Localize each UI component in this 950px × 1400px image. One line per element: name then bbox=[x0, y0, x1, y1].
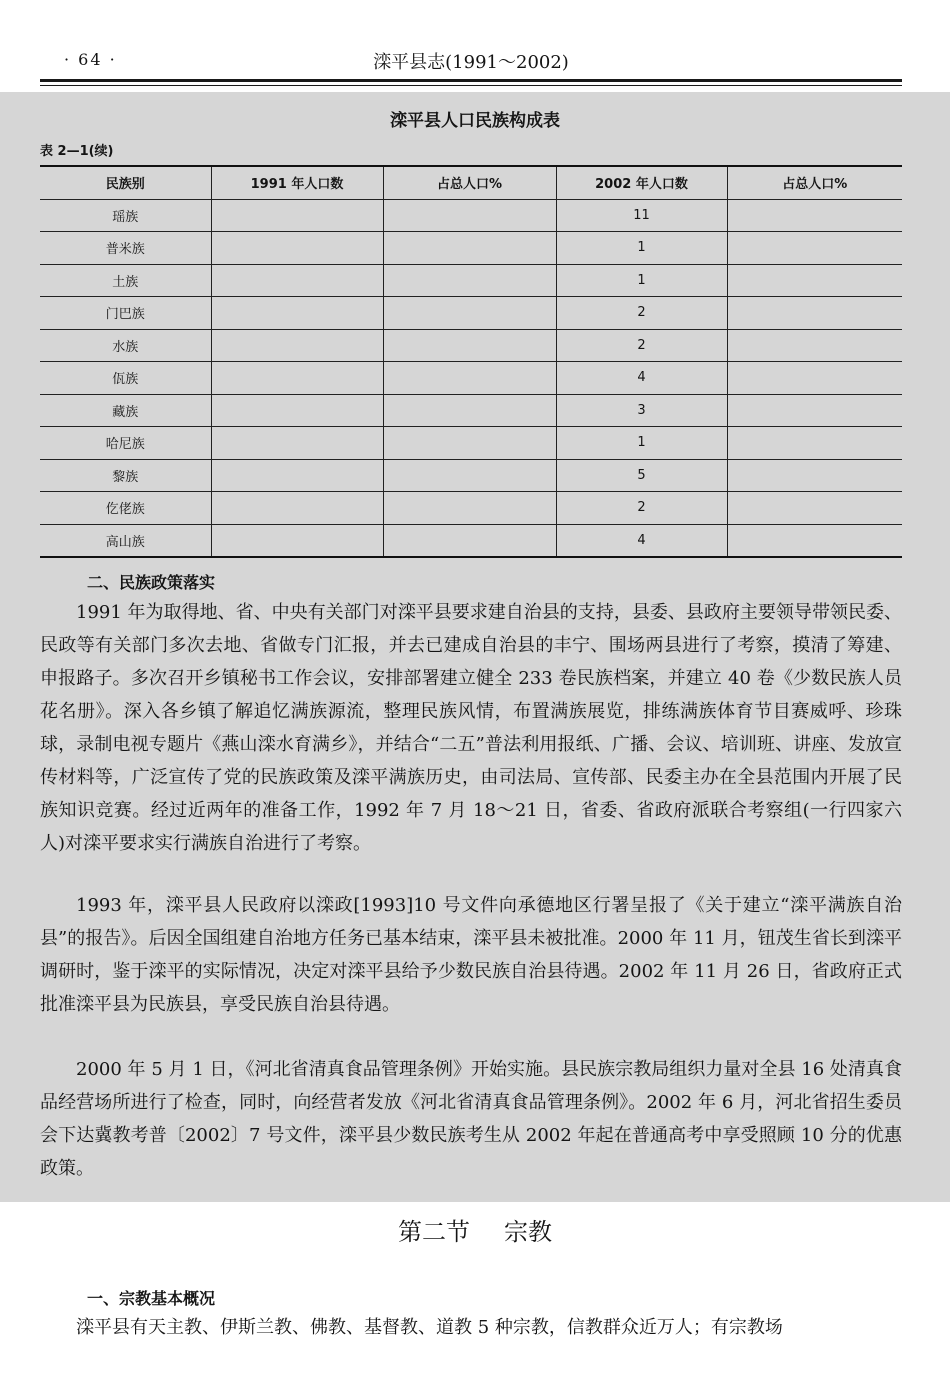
header-rule-thin bbox=[40, 85, 902, 86]
ethnicity-cell: 瑶族 bbox=[40, 199, 211, 232]
section-heading-ethnic-policy: 二、民族政策落实 bbox=[87, 573, 216, 592]
pct-2002-cell bbox=[727, 394, 902, 427]
page-header bbox=[40, 44, 902, 78]
pop-1991-cell bbox=[211, 524, 383, 557]
pct-1991-cell bbox=[383, 362, 556, 395]
ethnicity-cell: 门巴族 bbox=[40, 297, 211, 330]
pop-2002-cell: 5 bbox=[556, 459, 727, 492]
pop-2002-cell: 11 bbox=[556, 199, 727, 232]
table-row bbox=[40, 297, 902, 330]
pop-2002-cell: 4 bbox=[556, 362, 727, 395]
ethnicity-cell: 水族 bbox=[40, 329, 211, 362]
column-header: 2002 年人口数 bbox=[556, 166, 727, 199]
pop-1991-cell bbox=[211, 329, 383, 362]
pop-1991-cell bbox=[211, 362, 383, 395]
pct-1991-cell bbox=[383, 264, 556, 297]
ethnicity-cell: 哈尼族 bbox=[40, 427, 211, 460]
population-ethnicity-table bbox=[40, 165, 902, 558]
paragraph-1993: 1993 年，滦平县人民政府以滦政[1993]10 号文件向承德地区行署呈报了《关于建立“滦平满族自治县”的报告》。后因全国组建自治地方任务已基本结束，滦平县未被批准。2000 年 11 月，钮茂生省长到滦平调研时，鉴于滦平的实际情况，决定对滦平县给予少数民族自治县待遇。2002 年 11 月 26 日，省政府正式批准滦平县为民族县，享受民族自治县待遇。 bbox=[40, 895, 902, 1015]
pop-2002-cell: 1 bbox=[556, 264, 727, 297]
chapter-title: 宗教 bbox=[504, 1218, 552, 1246]
pop-1991-cell bbox=[211, 232, 383, 265]
pop-2002-cell: 1 bbox=[556, 427, 727, 460]
pop-1991-cell bbox=[211, 492, 383, 525]
ethnicity-cell: 佤族 bbox=[40, 362, 211, 395]
running-title: 滦平县志(1991～2002) bbox=[373, 52, 569, 73]
pct-2002-cell bbox=[727, 459, 902, 492]
table-row bbox=[40, 329, 902, 362]
column-header: 占总人口% bbox=[727, 166, 902, 199]
pop-1991-cell bbox=[211, 394, 383, 427]
paragraph-2000: 2000 年 5 月 1 日，《河北省清真食品管理条例》开始实施。县民族宗教局组织力量对全县 16 处清真食品经营场所进行了检查，同时，向经营者发放《河北省清真食品管理条例》。2002 年 6 月，河北省招生委员会下达冀教考普〔2002〕7 号文件，滦平县少数民族考生从 2002 年起在普通高考中享受照顾 10 分的优惠政策。 bbox=[40, 1059, 902, 1179]
pct-2002-cell bbox=[727, 264, 902, 297]
pop-2002-cell: 1 bbox=[556, 232, 727, 265]
pct-2002-cell bbox=[727, 329, 902, 362]
header-rule-thick bbox=[40, 79, 902, 82]
pop-1991-cell bbox=[211, 459, 383, 492]
page-number: · 64 · bbox=[64, 50, 117, 69]
pct-1991-cell bbox=[383, 492, 556, 525]
chapter-heading bbox=[0, 1212, 950, 1247]
pop-1991-cell bbox=[211, 427, 383, 460]
table-row bbox=[40, 394, 902, 427]
pop-1991-cell bbox=[211, 199, 383, 232]
ethnicity-cell: 黎族 bbox=[40, 459, 211, 492]
table-row bbox=[40, 459, 902, 492]
pct-1991-cell bbox=[383, 199, 556, 232]
pct-2002-cell bbox=[727, 297, 902, 330]
section-heading-religion-overview: 一、宗教基本概况 bbox=[87, 1289, 216, 1308]
pop-2002-cell: 2 bbox=[556, 297, 727, 330]
table-row bbox=[40, 362, 902, 395]
table-header-row bbox=[40, 166, 902, 199]
table-row bbox=[40, 199, 902, 232]
table-row bbox=[40, 524, 902, 557]
table-label: 表 2—1(续) bbox=[40, 144, 114, 159]
pct-1991-cell bbox=[383, 459, 556, 492]
pct-2002-cell bbox=[727, 524, 902, 557]
ethnicity-cell: 仡佬族 bbox=[40, 492, 211, 525]
paragraph-1991: 1991 年为取得地、省、中央有关部门对滦平县要求建自治县的支持，县委、县政府主要领导带领民委、民政等有关部门多次去地、省做专门汇报，并去已建成自治县的丰宁、围场两县进行了考察，摸清了筹建、申报路子。多次召开乡镇秘书工作会议，安排部署建立健全 233 卷民族档案，并建立 40 卷《少数民族人员花名册》。深入各乡镇了解追忆满族源流，整理民族风情，布置满族展览，排练满族体育节目赛威呼、珍珠球，录制电视专题片《燕山滦水育满乡》，并结合“二五”普法利用报纸、广播、会议、培训班、讲座、发放宣传材料等，广泛宣传了党的民族政策及滦平满族历史，由司法局、宣传部、民委主办在全县范围内开展了民族知识竞赛。经过近两年的准备工作，1992 年 7 月 18～21 日，省委、省政府派联合考察组(一行四家六人)对滦平要求实行满族自治进行了考察。 bbox=[40, 602, 902, 854]
pct-2002-cell bbox=[727, 362, 902, 395]
pct-1991-cell bbox=[383, 329, 556, 362]
pct-1991-cell bbox=[383, 297, 556, 330]
table-row bbox=[40, 427, 902, 460]
pct-1991-cell bbox=[383, 524, 556, 557]
table-row bbox=[40, 264, 902, 297]
column-header: 民族别 bbox=[40, 166, 211, 199]
pct-2002-cell bbox=[727, 427, 902, 460]
pop-1991-cell bbox=[211, 297, 383, 330]
ethnicity-cell: 普米族 bbox=[40, 232, 211, 265]
pct-2002-cell bbox=[727, 199, 902, 232]
column-header: 占总人口% bbox=[383, 166, 556, 199]
pct-1991-cell bbox=[383, 427, 556, 460]
pop-1991-cell bbox=[211, 264, 383, 297]
pct-1991-cell bbox=[383, 232, 556, 265]
paragraph-religion: 滦平县有天主教、伊斯兰教、佛教、基督教、道教 5 种宗教，信教群众近万人；有宗教场 bbox=[76, 1317, 783, 1338]
table-row bbox=[40, 492, 902, 525]
pop-2002-cell: 2 bbox=[556, 492, 727, 525]
ethnicity-cell: 高山族 bbox=[40, 524, 211, 557]
pct-1991-cell bbox=[383, 394, 556, 427]
ethnicity-cell: 土族 bbox=[40, 264, 211, 297]
table-title: 滦平县人口民族构成表 bbox=[390, 111, 560, 131]
table-row bbox=[40, 232, 902, 265]
pop-2002-cell: 4 bbox=[556, 524, 727, 557]
chapter-number: 第二节 bbox=[398, 1218, 470, 1246]
ethnicity-cell: 藏族 bbox=[40, 394, 211, 427]
pct-2002-cell bbox=[727, 232, 902, 265]
column-header: 1991 年人口数 bbox=[211, 166, 383, 199]
pop-2002-cell: 2 bbox=[556, 329, 727, 362]
pop-2002-cell: 3 bbox=[556, 394, 727, 427]
pct-2002-cell bbox=[727, 492, 902, 525]
